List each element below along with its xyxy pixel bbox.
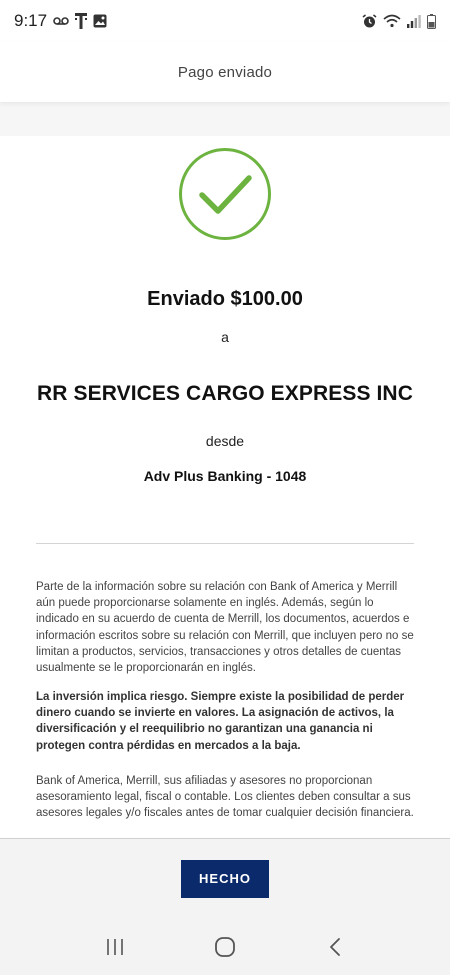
home-icon[interactable] <box>205 927 245 967</box>
disclaimer-language: Parte de la información sobre su relación con Bank of America y Merrill aún puede proporcionarse solamente en inglés. Además, según lo indicado en su acuerdo de cuenta de Merrill, los documentos, acuerdos e información escritos sobre su relación con Merrill, que incluyen pero no se limitan a productos, servicios, transacciones y otros detalles de cuentas usualmente se le proporcionarán en inglés. <box>36 581 414 675</box>
checkmark-circle-icon <box>178 147 272 241</box>
status-right <box>362 14 436 29</box>
status-left <box>14 11 107 31</box>
to-label: a <box>221 329 229 345</box>
confirmation-content <box>0 136 450 838</box>
voicemail-icon <box>53 16 69 26</box>
alarm-icon <box>362 14 377 29</box>
done-button[interactable]: HECHO <box>181 860 269 898</box>
recent-apps-icon[interactable] <box>95 927 135 967</box>
footer <box>0 838 450 918</box>
disclaimer-investment-risk: La inversión implica riesgo. Siempre existe la posibilidad de perder dinero cuando se invierte en valores. La asignación de activos, la diversificación y el reequilibrio no garantizan una ganancia ni protegen contra pérdidas en mercados a la baja. <box>36 691 405 752</box>
back-icon[interactable] <box>315 927 355 967</box>
gallery-icon <box>93 14 107 28</box>
header-shadow-band <box>0 102 450 136</box>
signal-icon <box>407 15 421 28</box>
status-bar <box>0 0 450 42</box>
source-account: Adv Plus Banking - 1048 <box>143 468 307 484</box>
page-title: Pago enviado <box>177 63 273 81</box>
from-label: desde <box>205 433 245 449</box>
status-time: 9:17 <box>14 11 48 30</box>
recipient-name: RR SERVICES CARGO EXPRESS INC <box>37 382 413 405</box>
page-header <box>0 42 450 102</box>
divider <box>36 543 414 544</box>
disclaimer-advice: Bank of America, Merrill, sus afiliadas y asesores no proporcionan asesoramiento legal, fiscal o contable. Los clientes deben consultar a sus asesores legales y/o fiscales antes de tomar cualquier decisión financiera. <box>36 775 414 820</box>
t-mobile-icon <box>75 13 87 29</box>
system-nav-bar <box>0 918 450 975</box>
battery-icon <box>427 14 436 29</box>
wifi-icon <box>383 14 401 28</box>
sent-amount: Enviado $100.00 <box>147 288 303 310</box>
